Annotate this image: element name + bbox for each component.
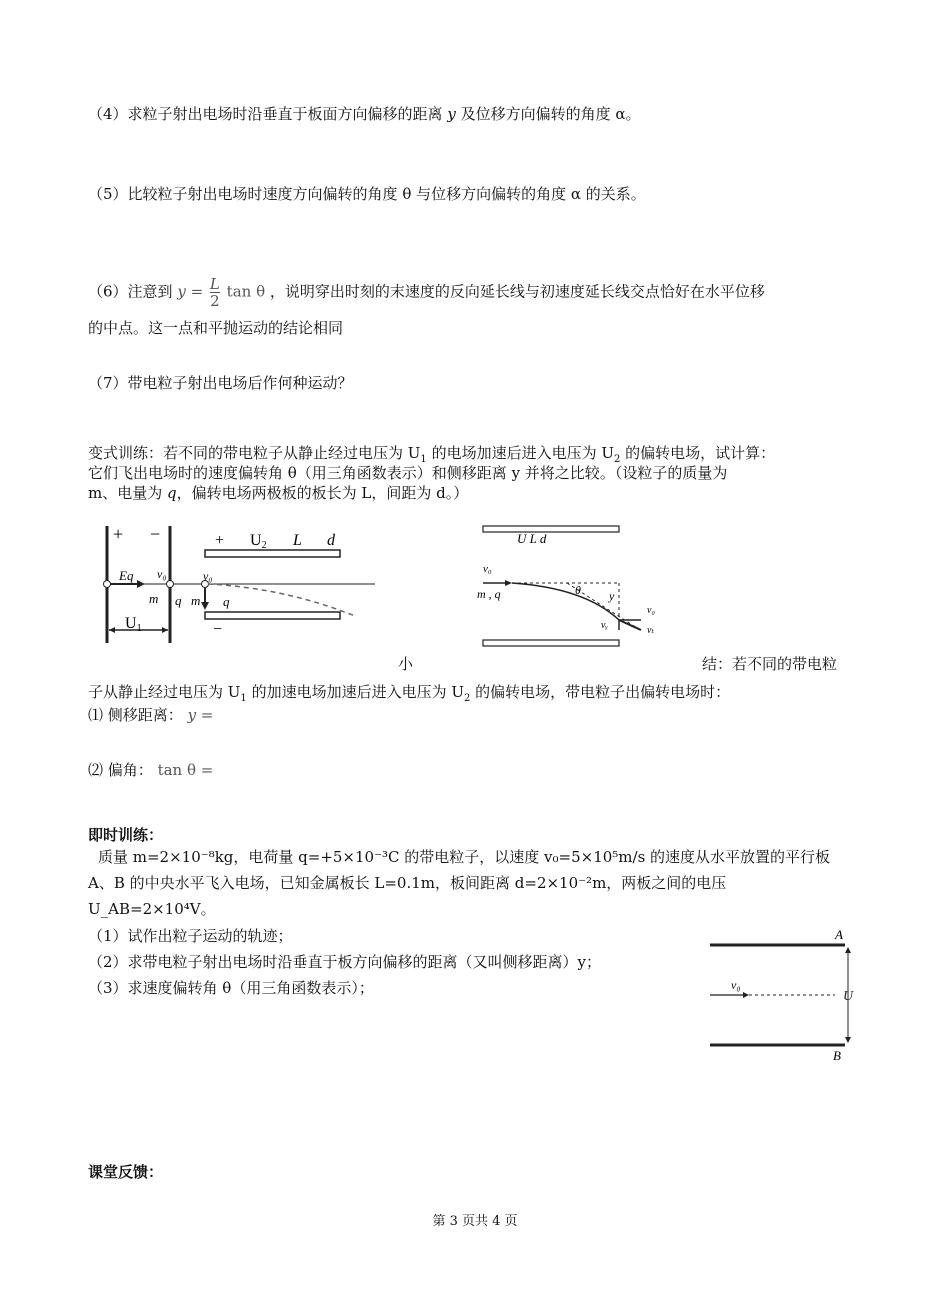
summary-jie: 结：若不同的带电粒 [702,655,838,673]
variable-q: q [167,484,177,502]
plate-a-label: A [835,927,843,942]
formula-y-eq: y = [177,282,204,301]
question-6 [88,276,765,309]
u-arrow-bottom [845,1037,851,1043]
variant-text-tail: ，偏转电场两极板的板长为 L，间距为 d。） [176,484,469,502]
q-label-b: q [223,594,230,609]
force-arrowhead [137,580,145,588]
length-label: L [293,532,302,549]
eq-label: Eq [119,568,134,583]
figure-plates-ab [705,925,865,1060]
fraction-denominator: 2 [210,292,220,310]
particle-start [104,581,111,588]
plus-sign: + [113,524,124,544]
summary-item1 [88,705,213,725]
v0-label-3: v₀ [731,978,741,992]
mq-label: m , q [477,587,501,601]
question-6-text: ，说明穿出时刻的末速度的反向延长线与初速度延长线交点恰好在水平位移 [269,282,765,301]
figure-accel-deflect [95,518,385,648]
v0-label-b: v₀ [203,569,213,583]
figure-deflection [475,520,675,652]
variant-text-m: m、电量为 [88,484,167,502]
v0-arrowhead-2 [505,580,512,586]
question-4-tail: 及位移方向偏转的角度 α。 [460,105,641,123]
q-label-a: q [175,593,182,608]
instant-title: 即时训练： [88,826,164,844]
top-plate [205,550,340,557]
instant-line3: U_AB=2×10⁴V。 [88,900,216,918]
summary-subscript-2: 2 [463,693,471,704]
deflect-arrowhead [201,602,209,610]
summary-item1-formula: y = [187,706,214,724]
v0-arrowhead-3 [743,992,749,998]
summary-subscript-1: 1 [240,693,247,704]
u2-subscript: 2 [261,540,267,551]
instant-line2: A、B 的中央水平飞入电场，已知金属板长 L=0.1m，板间距离 d=2×10⁻²m，两板之间的电压 [88,874,727,892]
variant-line2: 它们飞出电场时的速度偏转角 θ（用三角函数表示）和侧移距离 y 并将之比较。（设粒子的质量为 [88,464,728,482]
v0-label-a: v₀ [157,567,167,581]
u-arrow-top [845,947,851,953]
question-4-text: （4）求粒子射出电场时沿垂直于板面方向偏移的距离 [88,105,443,123]
fraction [210,276,220,309]
distance-label: d [327,532,335,549]
question-5: （5）比较粒子射出电场时速度方向偏转的角度 θ 与位移方向偏转的角度 α 的关系。 [88,185,646,203]
v0-right-label: v₀ [647,605,655,616]
y-label: y [609,589,615,603]
trajectory-2 [512,583,619,620]
uld-label: U L d [517,531,547,546]
question-7: （7）带电粒子射出电场后作何种运动？ [88,374,353,392]
instant-line1: 质量 m=2×10⁻⁸kg，电荷量 q=+5×10⁻³C 的带电粒子，以速度 v₀=5×10⁵m/s 的速度从水平放置的平行板 [98,848,831,866]
u1-subscript: 1 [136,623,142,634]
u1-letter: U [125,615,137,632]
u-label: U [843,989,854,1004]
plate-b-label: B [833,1048,841,1060]
summary-text-a: 子从静止经过电压为 U [88,683,241,701]
feedback-title: 课堂反馈： [88,1163,164,1181]
top-plate-2 [483,526,619,532]
summary-text-b: 的加速电场加速后进入电压为 U [246,683,464,701]
subscript-2: 2 [613,454,621,465]
variant-line3 [88,483,468,503]
variable-y: y [447,105,456,123]
variant-text-c: 的偏转电场，试计算： [620,444,776,462]
instant-q1: （1）试作出粒子运动的轨迹； [88,927,293,945]
summary-item2-label: ⑵ 偏角： [88,761,153,779]
u2-label [250,532,267,551]
question-6-line2: 的中点。这一点和平抛运动的结论相同 [88,319,344,337]
formula-tan: tan θ [226,282,266,301]
vt-vector [619,620,641,630]
m-label-b: m [191,593,201,608]
instant-q3: （3）求速度偏转角 θ（用三角函数表示）； [88,979,374,997]
particle-mid [167,581,174,588]
variant-text-a: 变式训练：若不同的带电粒子从静止经过电压为 U [88,444,421,462]
variant-text-b: 的电场加速后进入电压为 U [426,444,614,462]
u1-arrow-right [162,627,168,633]
trajectory [208,584,355,616]
bottom-plate-2 [483,640,619,646]
u1-arrow-left [109,627,115,633]
question-4 [88,104,641,124]
minus-sign: − [150,524,161,544]
v0-label-2: v₀ [483,563,492,575]
vt-label: vₜ [647,625,654,636]
summary-small: 小 [398,655,414,673]
plus-top: + [215,532,225,549]
fraction-numerator: L [209,275,220,293]
minus-bottom: − [213,621,223,638]
page-footer: 第 3 页共 4 页 [432,1214,518,1229]
theta-label: θ [575,583,581,597]
subscript-1: 1 [420,454,427,465]
summary-text-c: 的偏转电场，带电粒子出偏转电场时： [470,683,731,701]
question-6-prefix: （6）注意到 [88,282,173,301]
m-label-a: m [149,591,159,606]
vy-label: vᵧ [601,620,608,631]
u2-letter: U [250,532,262,549]
instant-q2: （2）求带电粒子射出电场时沿垂直于板方向偏移的距离（又叫侧移距离）y； [88,953,602,971]
u1-label [125,615,142,634]
summary-item1-label: ⑴ 侧移距离： [88,706,183,724]
bottom-plate [205,612,340,619]
summary-item2 [88,760,213,780]
summary-item2-formula: tan θ = [157,761,214,779]
